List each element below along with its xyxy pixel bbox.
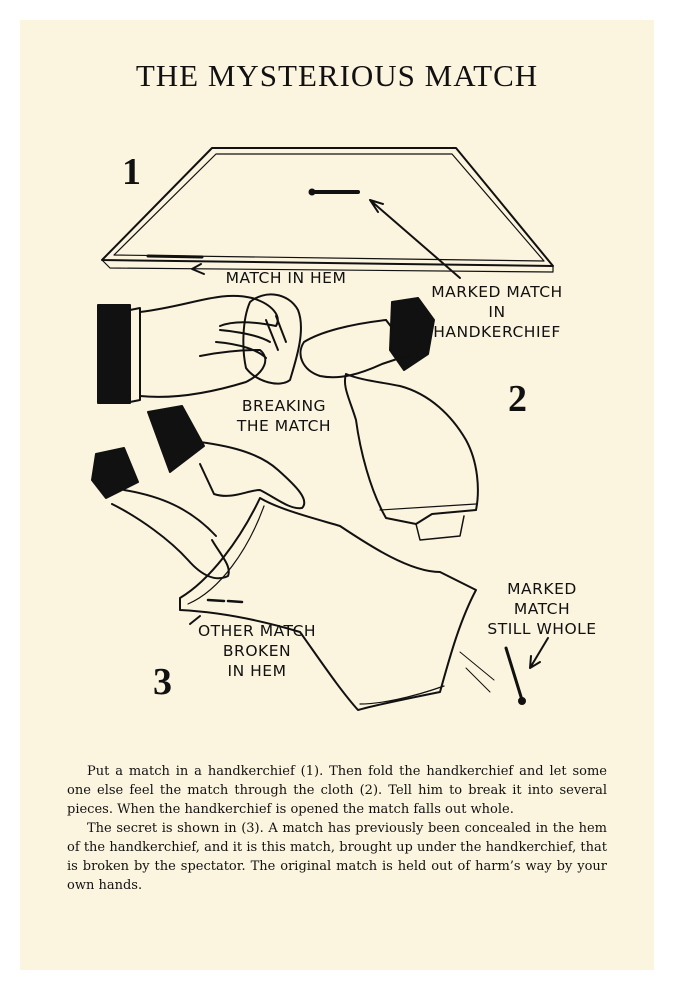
label-breaking-match: BREAKING THE MATCH (236, 397, 332, 435)
arrow-still-whole (530, 638, 548, 668)
figure-number-2: 2 (508, 378, 527, 420)
lower-hand-drawing (92, 448, 229, 578)
hanging-handkerchief-drawing (345, 374, 478, 540)
book-page (20, 20, 654, 970)
flat-handkerchief-drawing (102, 148, 553, 272)
marked-match-drawing (310, 190, 359, 195)
broken-match-drawing (208, 600, 242, 602)
paragraph-2: The secret is shown in (3). A match has previously been concealed in the hem of the handkerchief, and it is this match, brought up under the handkerchief, that is broken by the spectator. The original match is held out of harm’s way by your own hands. (67, 821, 607, 893)
label-still-whole: MARKED MATCH STILL WHOLE (487, 580, 597, 638)
figure-number-3: 3 (153, 661, 172, 703)
falling-match-drawing (460, 648, 525, 704)
page-title: THE MYSTERIOUS MATCH (135, 58, 539, 93)
paragraph-1: Put a match in a handkerchief (1). Then fold the handkerchief and let some one else feel the match through the cloth (2). Tell him to break it into several pieces. When the handkerchief is opened the match falls out whole. (67, 764, 607, 817)
left-hands-drawing (98, 296, 278, 403)
label-marked-match: MARKED MATCH IN HANDKERCHIEF (431, 283, 563, 341)
arrow-marked-match (370, 200, 460, 278)
label-match-in-hem: MATCH IN HEM (225, 269, 347, 287)
body-text (67, 762, 607, 895)
label-other-match: OTHER MATCH BROKEN IN HEM (197, 622, 317, 680)
figure-number-1: 1 (122, 151, 141, 193)
hem-match-drawing (148, 256, 202, 257)
